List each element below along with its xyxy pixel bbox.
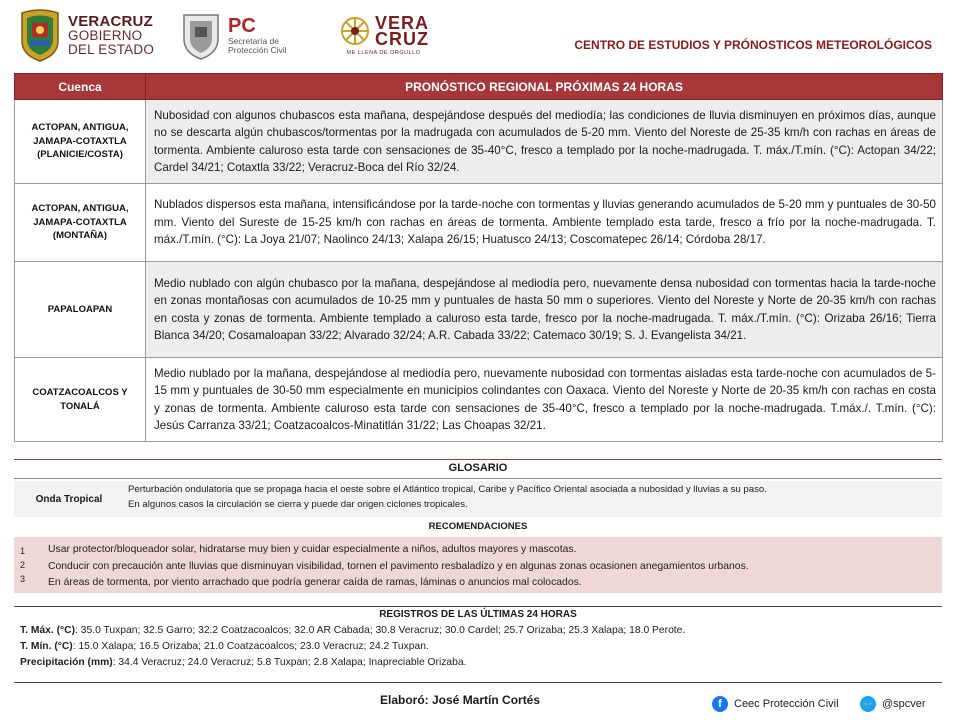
- forecast-cell: Medio nublado con algún chubasco por la mañana, despejándose al mediodía pero, nuevamente densa nubosidad con tormentas hacia la tarde-noche en zonas montañosas con acumulados de 10-25 mm y puntuales de hasta 50 mm o superiores. Viento del Noreste y Norte de 20-35 km/h con rachas en costa y zonas de tormenta. Ambiente templado a caluroso esta tarde, fresco por la noche-madrugada. T. máx./T.mín. (°C): Orizaba 26/16; Tierra Blanca 34/20; Cosamaloapan 33/22; Alvarado 32/24; A.R. Cabada 33/22; Catemaco 30/19; S. J. Evangelista 34/21.: [146, 262, 943, 358]
- veracruz-coat-of-arms-icon: [18, 7, 62, 63]
- forecast-cell: Medio nublado por la mañana, despejándose al mediodía pero, nuevamente nubosidad con tormentas aisladas esta tarde-noche con acumulados de 5-15 mm y puntuales de 30-50 mm especialmente en municipios colindantes con Oaxaca. Viento del Noreste y Norte de 20-35 km/h con rachas en costa y zonas de tormenta. Ambiente caluroso esta tarde con sensaciones de 35-40°C, fresco a templado por la noche-madrugada. T.máx./. T.mín. (°C): Jesús Carranza 33/21; Coatzacoalcos-Minatitlán 31/22; Las Choapas 32/21.: [146, 358, 943, 442]
- recommendations-list: [14, 537, 942, 593]
- glossary-entry: [14, 481, 942, 517]
- gobierno-veracruz-logo: [18, 4, 168, 66]
- forecast-cell: Nublados dispersos esta mañana, intensificándose por la tarde-noche con tormentas y lluvias generando acumulados de 5-20 mm y puntuales de 30-50 mm. Viento del Sureste de 15-25 km/h con rachas en áreas de tormenta. Ambiente templado esta tarde, fresco a frío por la noche-madrugada. T. máx./T.mín. (°C): La Joya 21/07; Naolinco 24/13; Xalapa 26/15; Huatusco 24/13; Coscomatepec 26/14; Córdoba 28/17.: [146, 184, 943, 262]
- pc-shield-icon: [180, 9, 222, 61]
- records-title: REGISTROS DE LAS ÚLTIMAS 24 HORAS: [379, 609, 577, 620]
- records-tmax: [20, 625, 685, 636]
- table-row: [15, 100, 943, 184]
- basin-cell: ACTOPAN, ANTIGUA, JAMAPA-COTAXTLA (PLANICIE/COSTA): [15, 100, 146, 184]
- twitter-link[interactable]: [860, 696, 926, 712]
- author-credit: Elaboró: José Martín Cortés: [380, 693, 541, 707]
- recommendation-items: [48, 542, 749, 592]
- table-header-row: [15, 74, 943, 100]
- page-header: [0, 0, 960, 70]
- glossary-term: Onda Tropical: [35, 493, 103, 505]
- veracruz-flower-icon: [338, 14, 372, 48]
- records-precip: [20, 657, 466, 668]
- forecast-table: [14, 73, 943, 442]
- proteccion-civil-logo: [180, 4, 325, 66]
- twitter-icon: 🐦: [860, 696, 876, 712]
- records-tmax-label: T. Máx. (°C): [20, 625, 76, 636]
- recommendation-item: Usar protector/bloqueador solar, hidratarse muy bien y cuidar especialmente a niños, adultos mayores y mascotas.: [48, 544, 577, 555]
- center-title: CENTRO DE ESTUDIOS Y PRÓNOSTICOS METEOROLÓGICOS: [574, 38, 932, 52]
- glossary-definition-line1: Perturbación ondulatoria que se propaga hacia el oeste sobre el Atlántico tropical, Caribe y Pacífico Oriental asociada a nubosidad y lluvias a su paso.: [128, 484, 767, 495]
- gobierno-line3: DEL ESTADO: [68, 41, 155, 57]
- veracruz-line1: VERA: [375, 12, 430, 33]
- recommendation-item: En áreas de tormenta, por viento arrachado que podría generar caída de ramas, láminas o anuncios mal colocados.: [48, 577, 582, 589]
- gobierno-line2: GOBIERNO: [68, 27, 143, 43]
- facebook-icon: f: [712, 696, 728, 712]
- recommendations-title: RECOMENDACIONES: [428, 521, 528, 532]
- recommendation-number: 1: [20, 546, 26, 556]
- glossary-top-divider: [14, 459, 942, 460]
- pc-line2: Protección Civil: [228, 44, 287, 55]
- records-precip-values: : 34.4 Veracruz; 24.0 Veracruz; 5.8 Tuxpan; 2.8 Xalapa; Inapreciable Orizaba.: [112, 657, 467, 668]
- pc-acronym: PC: [228, 14, 256, 37]
- records-tmin-label: T. Mín. (°C): [20, 641, 73, 652]
- records-tmin: [20, 641, 429, 652]
- facebook-link[interactable]: [712, 696, 839, 712]
- veracruz-tagline: ME LLENA DE ORGULLO: [346, 50, 421, 56]
- records-tmin-values: : 15.0 Xalapa; 16.5 Orizaba; 21.0 Coatzacoalcos; 23.0 Veracruz; 24.2 Tuxpan.: [72, 641, 429, 652]
- recommendation-numbers: [20, 545, 25, 587]
- col-basin-header: Cuenca: [15, 74, 146, 100]
- col-forecast-header: PRONÓSTICO REGIONAL PRÓXIMAS 24 HORAS: [146, 74, 943, 100]
- glossary-definition-line2: En algunos casos la circulación se cierra y puede dar origen ciclones tropicales.: [128, 498, 468, 510]
- recommendation-number: 3: [20, 573, 26, 584]
- records-precip-label: Precipitación (mm): [20, 657, 113, 668]
- twitter-handle: @spcver: [882, 698, 926, 710]
- veracruz-orgullo-logo: [338, 4, 438, 66]
- glossary-definition: [128, 483, 938, 513]
- basin-cell: COATZACOALCOS Y TONALÁ: [15, 358, 146, 442]
- basin-cell: PAPALOAPAN: [15, 262, 146, 358]
- forecast-cell: Nubosidad con algunos chubascos esta mañana, despejándose después del mediodía; las condiciones de lluvia disminuyen en próximos días, aunque no se descarta algún chubascos/tormentas por la madrugada con acumulados de 5-20 mm. Viento del Noreste de 25-35 km/h con rachas en áreas de tormenta. Ambiente caluroso esta tarde con sensaciones de 35-40°C, fresco a templado por la noche-madrugada. T. máx./T.mín. (°C): Actopan 34/22; Cardel 34/21; Cotaxtla 33/22; Veracruz-Boca del Río 32/24.: [146, 100, 943, 184]
- records-top-divider: [14, 606, 942, 607]
- table-row: [15, 262, 943, 358]
- pc-line1: Secretaría de: [228, 35, 280, 46]
- basin-cell: ACTOPAN, ANTIGUA, JAMAPA-COTAXTLA (MONTAÑA): [15, 184, 146, 262]
- table-row: [15, 358, 943, 442]
- table-row: [15, 184, 943, 262]
- records-bottom-divider: [14, 682, 942, 683]
- glossary-title: GLOSARIO: [448, 462, 508, 474]
- glossary-divider: [14, 478, 942, 479]
- recommendation-item: Conducir con precaución ante lluvias que disminuyan visibilidad, tornen el pavimento resbaladizo y en algunas zonas ocasionen anegamientos urbanos.: [48, 560, 749, 572]
- recommendation-number: 2: [20, 559, 26, 570]
- gobierno-line1: VERACRUZ: [68, 12, 153, 30]
- records-tmax-values: : 35.0 Tuxpan; 32.5 Garro; 32.2 Coatzacoalcos; 32.0 AR Cabada; 30.8 Veracruz; 30.0 Cardel; 25.7 Orizaba; 25.3 Xalapa; 18.0 Perote.: [75, 625, 686, 636]
- veracruz-line2: CRUZ: [375, 29, 429, 49]
- facebook-label: Ceec Protección Civil: [734, 698, 839, 710]
